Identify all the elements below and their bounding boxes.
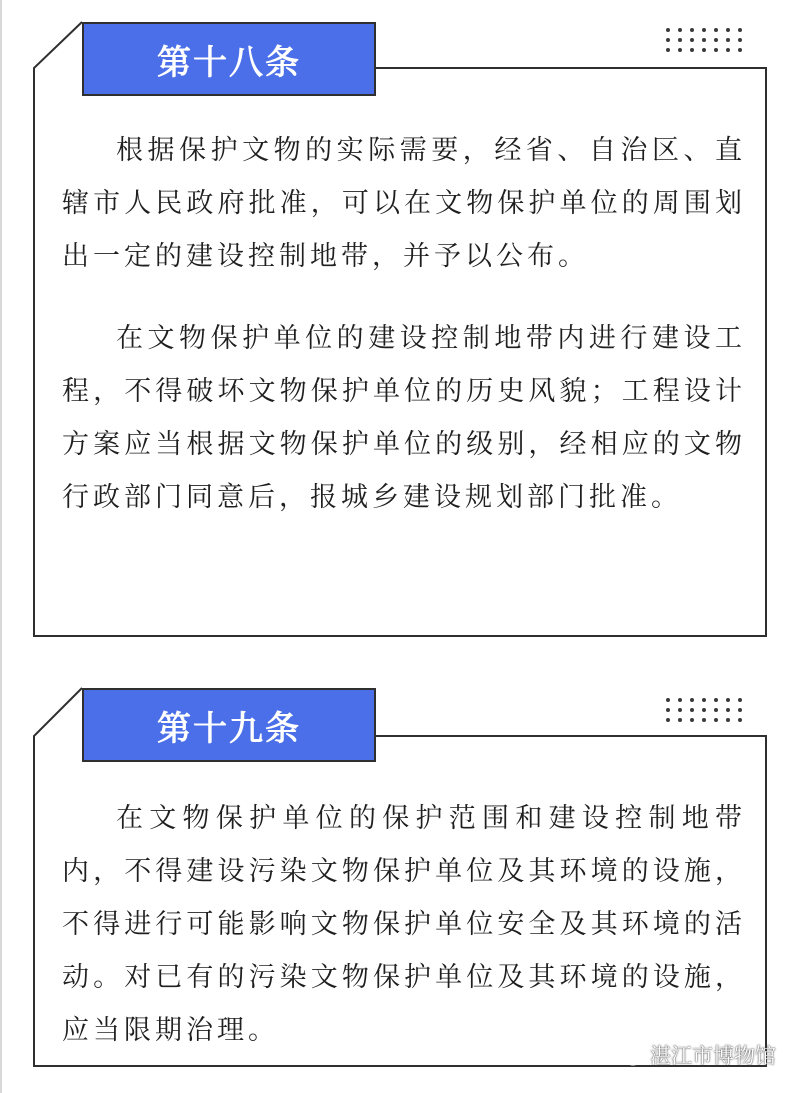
watermark bbox=[614, 1040, 776, 1070]
dot-grid-decoration bbox=[666, 28, 754, 58]
article-paragraph: 根据保护文物的实际需要，经省、自治区、直辖市人民政府批准，可以在文物保护单位的周围划出一定的建设控制地带，并予以公布。 bbox=[62, 135, 746, 272]
article-title: 第十九条 bbox=[157, 708, 301, 749]
watermark-text: 湛江市博物馆 bbox=[650, 1044, 776, 1068]
article-body bbox=[62, 792, 746, 1057]
article-paragraph: 在文物保护单位的保护范围和建设控制地带内，不得建设污染文物保护单位及其环境的设施，不得进行可能影响文物保护单位安全及其环境的活动。对已有的污染文物保护单位及其环境的设施，应当限期治理。 bbox=[62, 803, 746, 1046]
wechat-icon bbox=[614, 1043, 644, 1067]
article-title-tab bbox=[82, 22, 376, 96]
article-paragraph: 在文物保护单位的建设控制地带内进行建设工程，不得破坏文物保护单位的历史风貌；工程设计方案应当根据文物保护单位的级别，经相应的文物行政部门同意后，报城乡建设规划部门批准。 bbox=[62, 323, 746, 513]
article-body bbox=[62, 124, 746, 524]
dot-grid-decoration bbox=[666, 698, 754, 728]
article-section-19 bbox=[0, 670, 800, 1070]
article-title-tab bbox=[82, 688, 376, 762]
article-title: 第十八条 bbox=[157, 42, 301, 83]
